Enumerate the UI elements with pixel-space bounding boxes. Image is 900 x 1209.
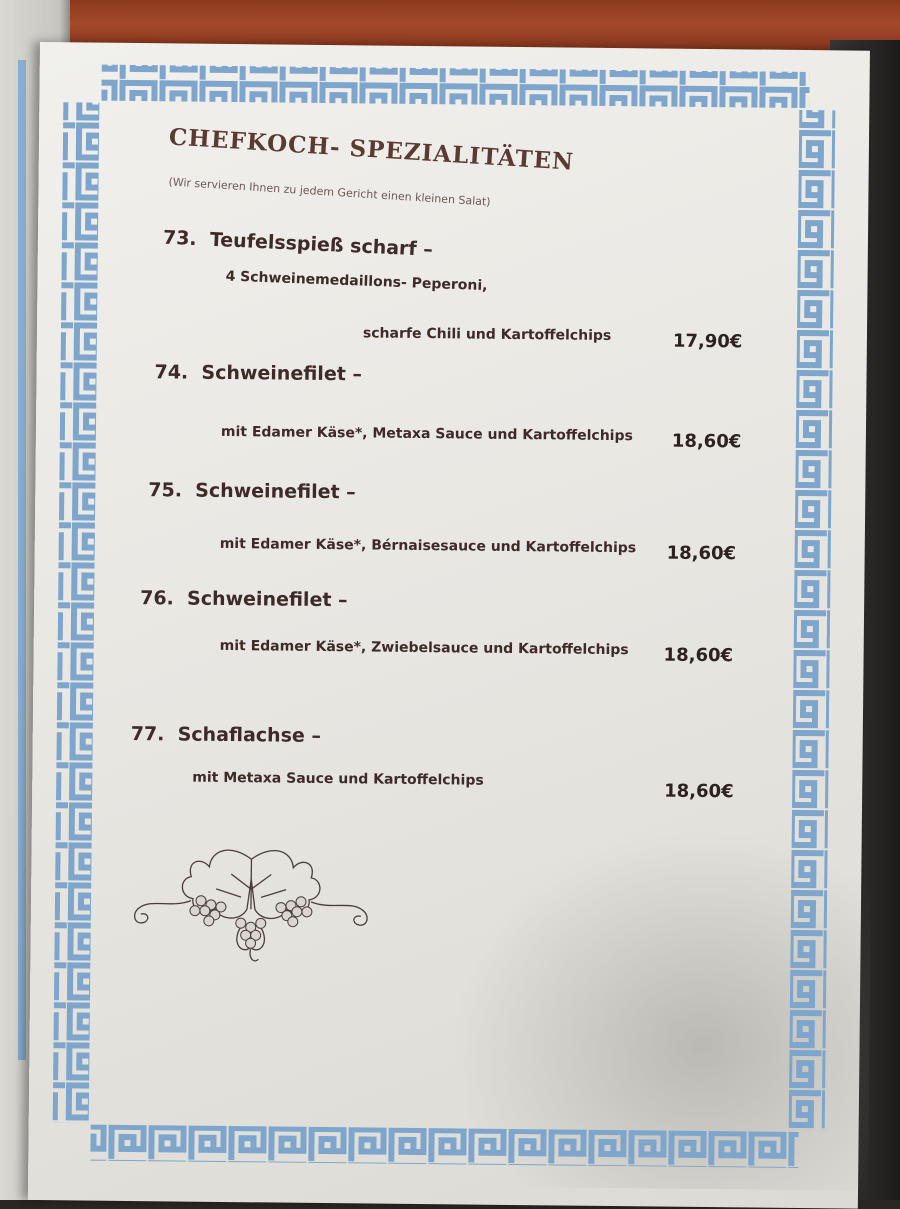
item-number: 75. — [148, 479, 183, 502]
previous-page-border — [0, 60, 26, 1060]
menu-item-74-description: mit Edamer Käse*, Metaxa Sauce und Kartoffelchips — [220, 423, 633, 445]
item-name: Schweinefilet – — [195, 479, 356, 504]
item-name: Schweinefilet – — [201, 361, 363, 386]
grape-vine-ornament-icon — [130, 838, 371, 971]
menu-item-77-price: 18,60€ — [664, 780, 734, 803]
item-name: Schweinefilet – — [186, 587, 348, 612]
menu-item-75-description: mit Edamer Käse*, Bérnaisesauce und Kartoffelchips — [219, 535, 637, 557]
menu-item-73-description-1: 4 Schweinemedaillons- Peperoni, — [225, 268, 488, 295]
menu-content — [28, 42, 870, 1209]
menu-item-76-title — [140, 587, 348, 611]
item-number: 77. — [130, 722, 165, 746]
item-name: Schaflachse – — [177, 723, 322, 747]
menu-item-75-price: 18,60€ — [666, 542, 737, 565]
menu-item-73-title — [163, 227, 434, 261]
item-name: Teufelsspieß scharf – — [209, 228, 434, 261]
menu-item-73-price: 17,90€ — [672, 330, 743, 353]
menu-title: CHEFKOCH- SPEZIALITÄTEN — [168, 123, 575, 176]
menu-item-76-description: mit Edamer Käse*, Zwiebelsauce und Kartoffelchips — [219, 637, 629, 659]
menu-item-74-price: 18,60€ — [671, 430, 742, 453]
menu-page — [28, 42, 870, 1209]
menu-item-75-title — [148, 479, 356, 503]
menu-item-77-title — [131, 723, 321, 747]
menu-subtitle: (Wir servieren Ihnen zu jedem Gericht einen kleinen Salat) — [168, 175, 491, 209]
item-number: 76. — [140, 587, 174, 610]
menu-item-74-title — [154, 361, 362, 385]
item-number: 74. — [154, 361, 189, 384]
item-number: 73. — [162, 226, 198, 251]
menu-item-77-description: mit Metaxa Sauce und Kartoffelchips — [192, 769, 484, 789]
menu-item-73-description-2: scharfe Chili und Kartoffelchips — [362, 325, 612, 344]
menu-item-76-price: 18,60€ — [663, 644, 734, 667]
